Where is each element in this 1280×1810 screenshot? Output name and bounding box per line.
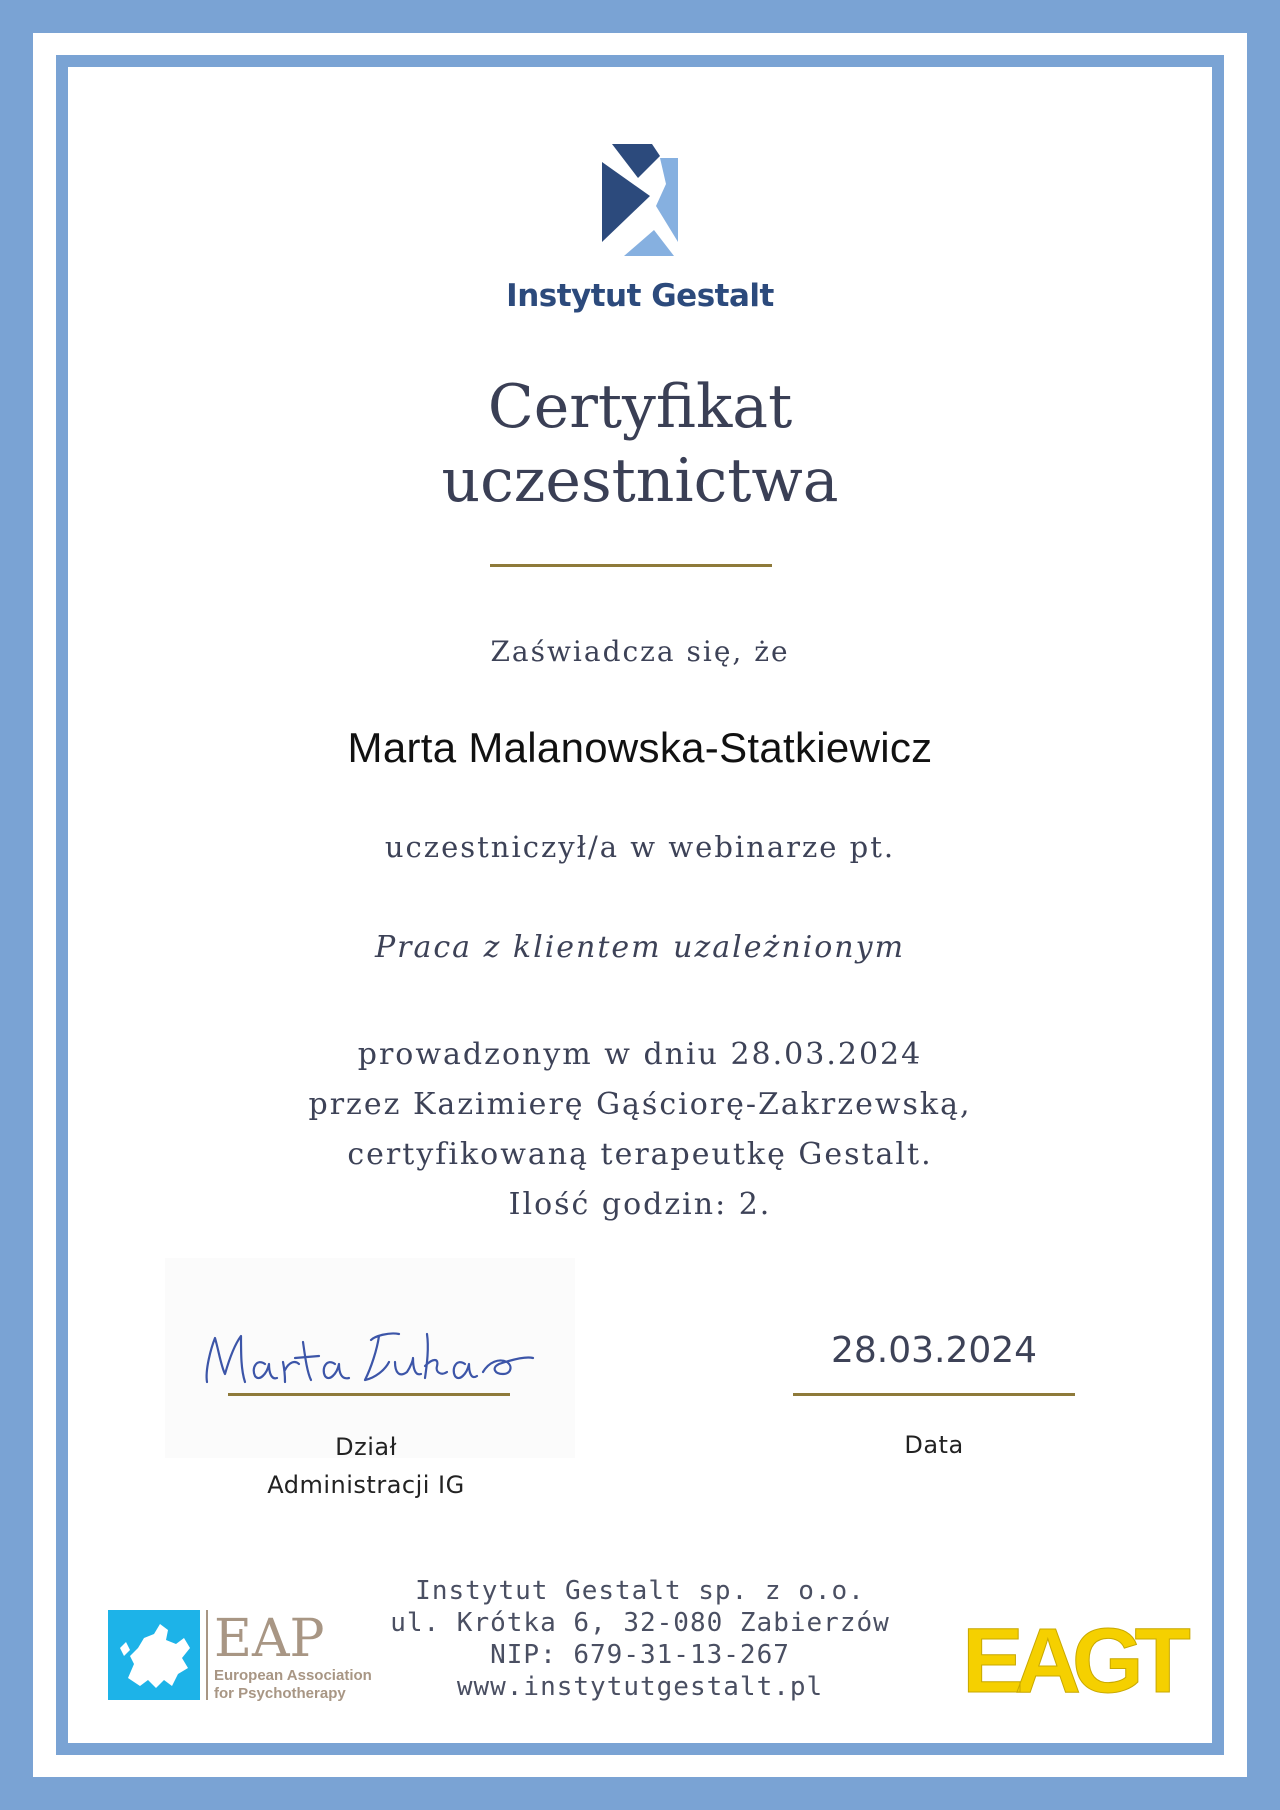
title-line-1: Certyfikat bbox=[487, 372, 793, 442]
footer-company: Instytut Gestalt sp. z o.o. bbox=[415, 1576, 865, 1606]
brand-name: Instytut Gestalt bbox=[506, 278, 774, 314]
date-caption: Data bbox=[904, 1431, 964, 1459]
instytut-gestalt-logo-icon bbox=[600, 144, 678, 256]
signature-caption-line-2: Administracji IG bbox=[267, 1471, 465, 1499]
svg-text:European Association: European Association bbox=[214, 1667, 372, 1684]
date-value: 28.03.2024 bbox=[830, 1330, 1038, 1371]
participant-name: Marta Malanowska-Statkiewicz bbox=[347, 724, 933, 771]
course-details bbox=[0, 1030, 1280, 1230]
footer-street: ul. Krótka 6, 32-080 Zabierzów bbox=[390, 1608, 890, 1638]
svg-text:for Psychotherapy: for Psychotherapy bbox=[214, 1685, 346, 1702]
signature-caption bbox=[225, 1428, 507, 1504]
title-line-2: uczestnictwa bbox=[441, 446, 839, 516]
details-line-certification: certyfikowaną terapeutkę Gestalt. bbox=[347, 1137, 933, 1172]
svg-text:EAGT: EAGT bbox=[962, 1610, 1182, 1712]
footer-nip: NIP: 679-31-13-267 bbox=[490, 1640, 790, 1670]
course-title: Praca z klientem uzależnionym bbox=[374, 930, 906, 965]
handwritten-signature bbox=[195, 1318, 540, 1398]
signature-caption-line-1: Dział bbox=[335, 1433, 397, 1461]
date-line bbox=[793, 1393, 1075, 1396]
title-divider bbox=[490, 564, 772, 567]
participation-text: uczestniczył/a w webinarze pt. bbox=[384, 830, 896, 864]
attestation-text: Zaświadcza się, że bbox=[490, 635, 790, 668]
footer-address bbox=[0, 1575, 1280, 1703]
details-line-date: prowadzonym w dniu 28.03.2024 bbox=[357, 1037, 923, 1072]
details-line-instructor: przez Kazimierę Gąściorę-Zakrzewską, bbox=[308, 1087, 972, 1122]
certificate-title bbox=[0, 370, 1280, 518]
details-line-hours: Ilość godzin: 2. bbox=[508, 1187, 772, 1222]
svg-text:EAP: EAP bbox=[214, 1609, 325, 1669]
footer-website: www.instytutgestalt.pl bbox=[456, 1672, 824, 1702]
signature-line bbox=[228, 1393, 510, 1396]
